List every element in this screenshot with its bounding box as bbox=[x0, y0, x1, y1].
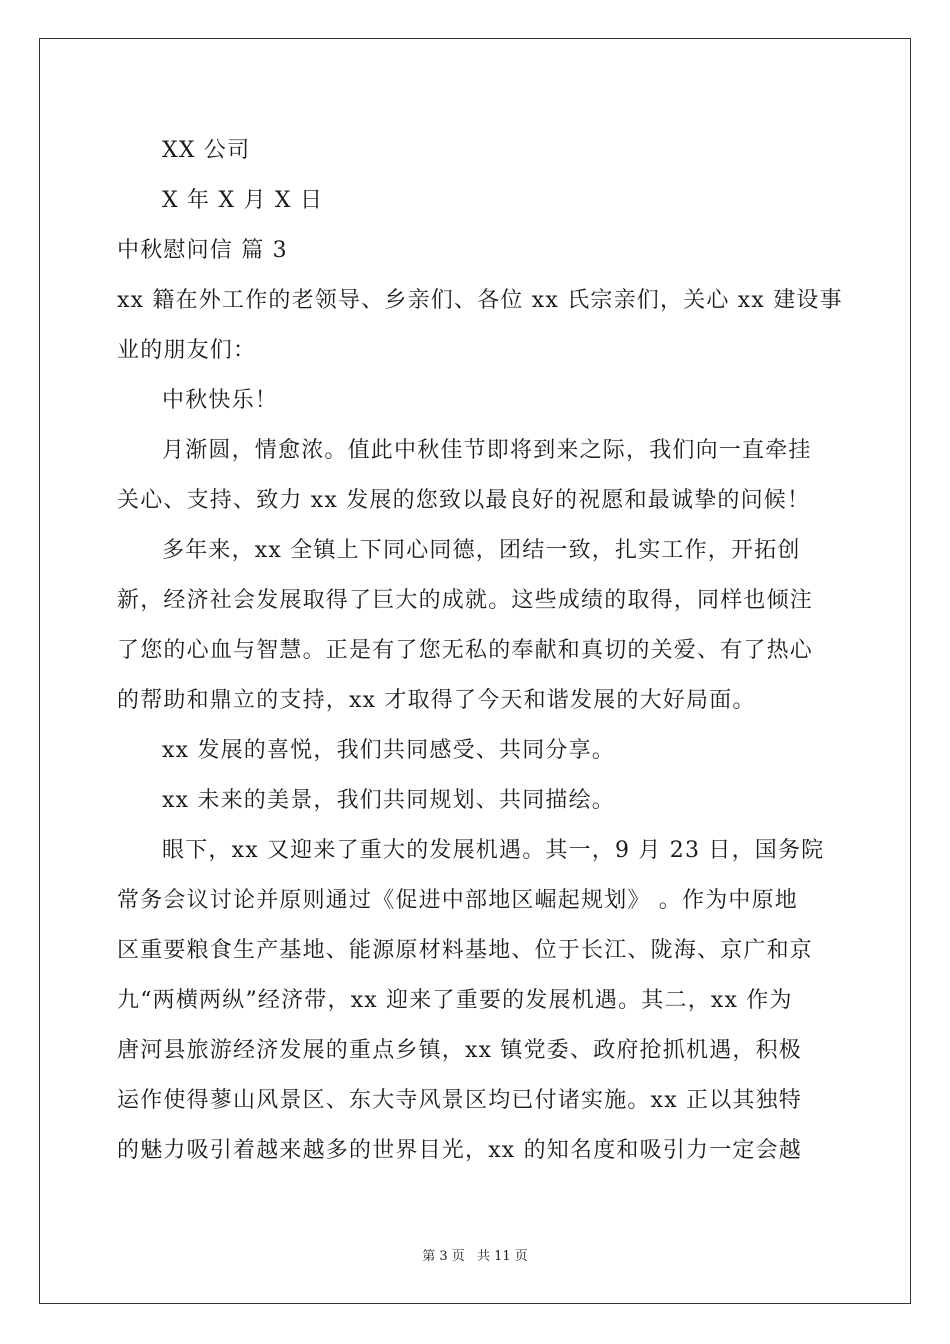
page-footer bbox=[0, 1245, 950, 1264]
document-body bbox=[117, 126, 843, 1176]
text-line: 中秋快乐！ bbox=[162, 388, 279, 413]
text-line: xx 发展的喜悦，我们共同感受、共同分享。 bbox=[162, 738, 616, 763]
text-line: 眼下，xx 又迎来了重大的发展机遇。其一，9 月 23 日，国务院 bbox=[162, 838, 825, 863]
page-number: 第 3 页 bbox=[422, 1249, 465, 1264]
text-line: 九“两横两纵”经济带，xx 迎来了重要的发展机遇。其二，xx 作为 bbox=[117, 988, 793, 1013]
text-line: 月渐圆，情愈浓。值此中秋佳节即将到来之际，我们向一直牵挂 bbox=[162, 438, 812, 463]
text-line: X 年 X 月 X 日 bbox=[162, 188, 324, 213]
text-line: xx 籍在外工作的老领导、乡亲们、各位 xx 氏宗亲们，关心 xx 建设事 bbox=[117, 288, 843, 313]
text-line: 多年来，xx 全镇上下同心同德，团结一致，扎实工作，开拓创 bbox=[162, 538, 801, 563]
text-line: 的魅力吸引着越来越多的世界目光，xx 的知名度和吸引力一定会越 bbox=[117, 1138, 803, 1163]
text-line: 业的朋友们： bbox=[117, 338, 257, 363]
text-line: 区重要粮食生产基地、能源原材料基地、位于长江、陇海、京广和京 bbox=[117, 938, 814, 963]
text-line: 关心、支持、致力 xx 发展的您致以最良好的祝愿和最诚挚的问候！ bbox=[117, 488, 811, 513]
text-line: 运作使得蓼山风景区、东大寺风景区均已付诸实施。xx 正以其独特 bbox=[117, 1088, 803, 1113]
text-line: XX 公司 bbox=[162, 138, 251, 163]
text-line: 常务会议讨论并原则通过《促进中部地区崛起规划》 。作为中原地 bbox=[117, 888, 798, 913]
text-line: xx 未来的美景，我们共同规划、共同描绘。 bbox=[162, 788, 616, 813]
text-line: 的帮助和鼎立的支持，xx 才取得了今天和谐发展的大好局面。 bbox=[117, 688, 756, 713]
text-line: 中秋慰问信 篇 3 bbox=[117, 238, 288, 263]
text-line: 唐河县旅游经济发展的重点乡镇，xx 镇党委、政府抢抓机遇，积极 bbox=[117, 1038, 803, 1063]
page-total: 共 11 页 bbox=[476, 1249, 528, 1264]
text-line: 新，经济社会发展取得了巨大的成就。这些成绩的取得，同样也倾注 bbox=[117, 588, 814, 613]
text-line: 了您的心血与智慧。正是有了您无私的奉献和真切的关爱、有了热心 bbox=[117, 638, 814, 663]
